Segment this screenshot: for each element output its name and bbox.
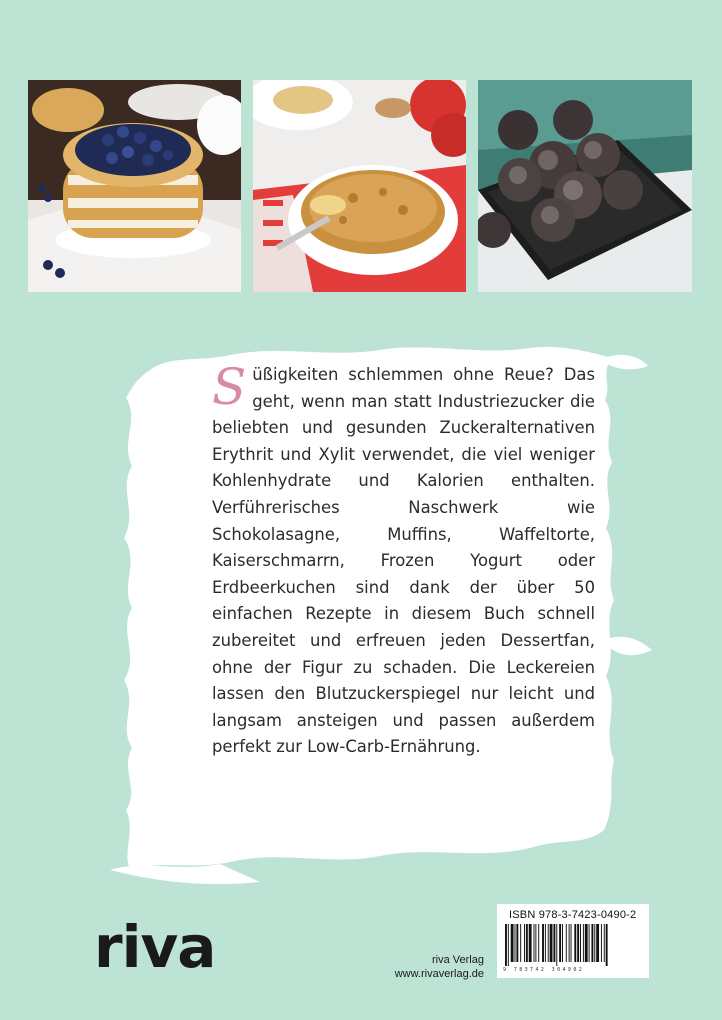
barcode-bar <box>606 924 608 966</box>
barcode-bar <box>574 924 576 962</box>
barcode-bar <box>508 924 509 966</box>
barcode-bar <box>596 924 599 962</box>
barcode-bars <box>505 924 641 966</box>
barcode-bar <box>583 924 584 962</box>
barcode-bar <box>601 924 602 962</box>
barcode-bar <box>535 924 536 962</box>
barcode-bar <box>538 924 539 962</box>
barcode-bar <box>529 924 532 962</box>
publisher-name: riva Verlag <box>432 954 484 966</box>
publisher-info <box>384 953 484 981</box>
barcode-bar <box>591 924 593 962</box>
barcode-bar <box>515 924 516 962</box>
barcode-bar <box>585 924 588 962</box>
barcode-bar <box>556 924 557 966</box>
barcode-bar <box>542 924 544 962</box>
barcode-bar <box>569 924 570 962</box>
barcode-bar <box>571 924 572 962</box>
barcode-bar <box>562 924 563 962</box>
book-description-paragraph <box>212 358 595 761</box>
barcode-bar <box>550 924 553 962</box>
riva-logo: riva <box>94 913 216 981</box>
barcode-bar <box>526 924 528 962</box>
barcode-bar <box>589 924 590 962</box>
drop-cap-letter: S <box>212 358 247 416</box>
isbn-label: ISBN 978-3-7423-0490-2 <box>509 909 637 921</box>
barcode-bar <box>548 924 549 962</box>
barcode-bar <box>577 924 579 962</box>
book-description <box>212 358 595 761</box>
barcode-bar <box>511 924 514 962</box>
book-description-text: üßigkeiten schlemmen ohne Reue? Das geht, wenn man statt Industriezucker die beliebten und gesunden Zuckeralternativen Erythrit und Xylit verwendet, die viel weniger Kohlenhydrate und Kalorien enthalten. Verführerisches Naschwerk wie Schokolasagne, Muffins, Waffeltorte, Kaiserschmarrn, Frozen Yogurt oder Erdbeerkuchen sind dank der über 50 einfachen Rezepte in diesem Buch schnell zubereitet und erfreuen jeden Dessertfan, ohne der Figur zu schaden. Die Leckereien lassen den Blutzuckerspiegel nur leicht und langsam ansteigen und passen außerdem perfekt zur Low-Carb-Ernährung. <box>212 365 595 757</box>
barcode-bar <box>580 924 581 962</box>
barcode-bar <box>566 924 567 962</box>
publisher-url: www.rivaverlag.de <box>394 968 484 980</box>
barcode-bar <box>594 924 595 962</box>
barcode-bar <box>553 924 555 962</box>
barcode-bar <box>545 924 546 962</box>
barcode-bar <box>516 924 518 962</box>
barcode-bar <box>604 924 605 962</box>
barcode-bar <box>534 924 535 962</box>
barcode-bar <box>505 924 507 966</box>
isbn-barcode <box>497 904 649 978</box>
barcode-bar <box>559 924 561 962</box>
barcode-digits: 9 783742 304902 <box>503 967 585 973</box>
barcode-bar <box>524 924 525 962</box>
barcode-bar <box>520 924 521 962</box>
